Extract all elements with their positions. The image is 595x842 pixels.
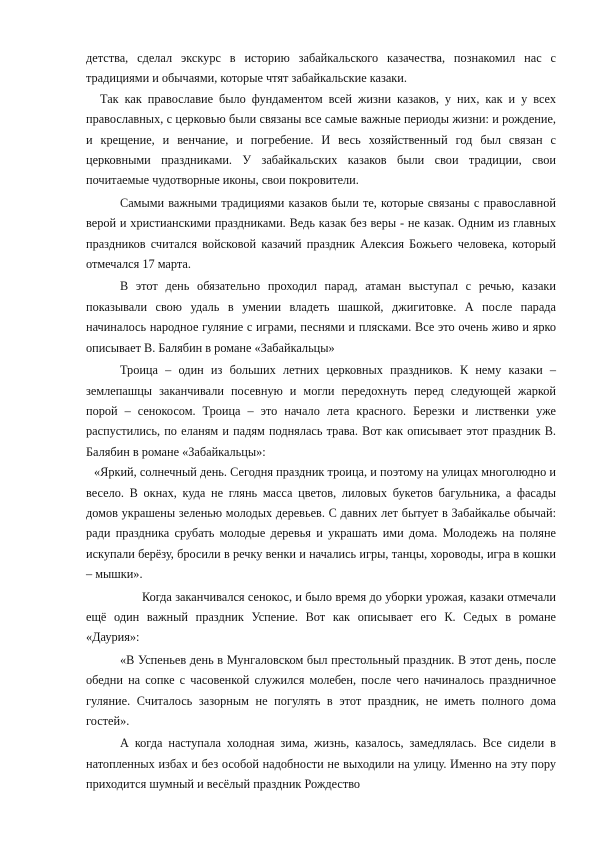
quote-2: «В Успеньев день в Мунгаловском был престольный праздник. В этот день, после обедни на сопке с часовенкой служился молебен, после чего начиналось праздничное гуляние. Считалось зазорным не погулять в этот праздник, не иметь полного дома гостей». [86,652,556,728]
quote-1: «Яркий, солнечный день. Сегодня праздник троица, и поэтому на улицах многолюдно и весело. В окнах, куда не глянь масса цветов, лиловых букетов багульника, а фасады домов украшены зеленью молодых деревьев. С давних лет бытует в Забайкалье обычай: ради праздника срубать молодые деревья и украшать ими дома. Молодежь на поляне искупали берёзу, бросили в речку венки и начались игры, танцы, хороводы, игра в кошки – мышки». [86,465,556,582]
paragraph-4: В этот день обязательно проходил парад, атаман выступал с речью, казаки показывали свою удаль в умении владеть шашкой, джигитовке. А после парада начиналось народное гуляние с играми, песнями и плясками. Все это очень живо и ярко описывает В. Балябин в романе «Забайкальцы» [86,279,556,355]
paragraph-1: детства, сделал экскурс в историю забайкальского казачества, познакомил нас с традициями и обычаями, которые чтят забайкальские казаки. [86,51,556,86]
paragraph-3: Самыми важными традициями казаков были те, которые связаны с православной верой и христианскими праздниками. Ведь казак без веры - не казак. Одним из главных праздников считался войсковой казачий праздник Алексия Божьего человека, который отмечался 17 марта. [86,195,556,272]
paragraph-2: Так как православие было фундаментом всей жизни казаков, у них, как и у всех православных, с церковью были связаны все самые важные периоды жизни: и рождение, и крещение, и венчание, и погребение. И весь хозяйственный год был связан с церковными праздниками. У забайкальских казаков были свои традиции, свои почитаемые чудотворные иконы, свои покровители. [86,91,556,188]
paragraph-5: Троица – один из больших летних церковных праздников. К нему казаки – землепашцы заканчивали посевную и могли передохнуть перед следующей жаркой порой – сенокосом. Троица – это начало лета красного. Березки и лиственки уже распустились, по еланям и падям поднялась трава. Вот как описывает этот праздник В. Балябин в романе «Забайкальцы»: [86,363,556,459]
document-body [86,48,556,795]
paragraph-6: Когда заканчивался сенокос, и было время до уборки урожая, казаки отмечали ещё один важный праздник Успение. Вот как описывает его К. Седых в романе «Даурия»: [86,589,556,645]
paragraph-7: А когда наступала холодная зима, жизнь, казалось, замедлялась. Все сидели в натопленных избах и без особой надобности не выходили на улицу. Именно на эту пору приходится шумный и весёлый праздник Рождество [86,736,556,792]
